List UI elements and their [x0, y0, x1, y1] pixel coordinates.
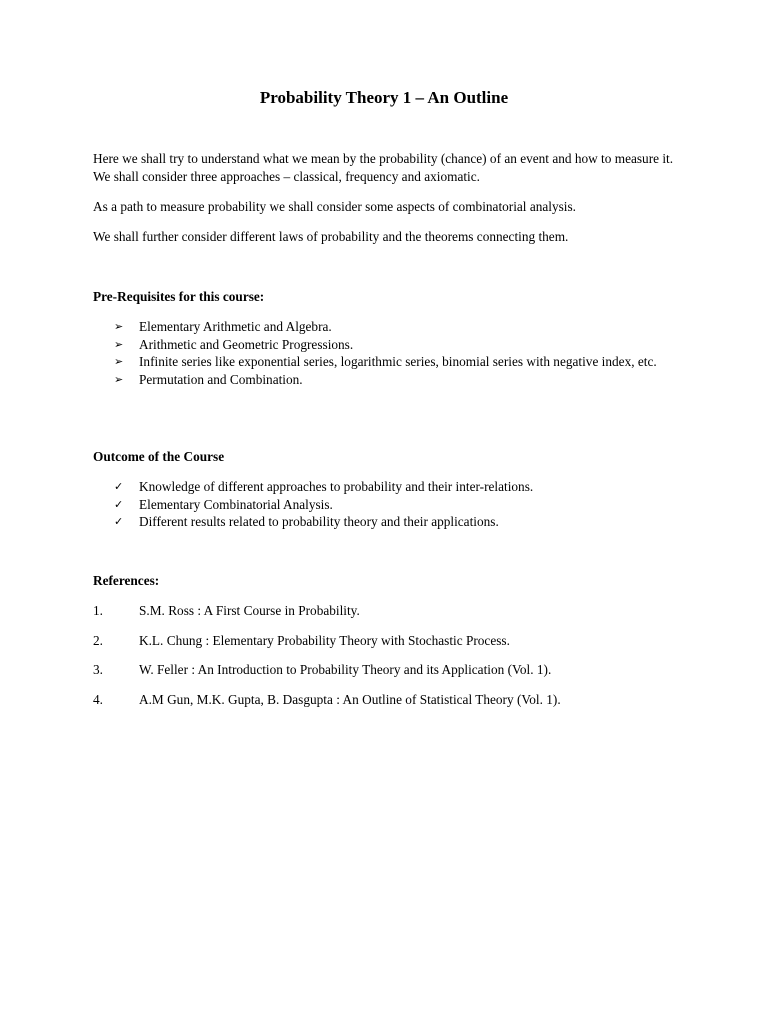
list-item [93, 513, 693, 531]
reference-number: 1. [93, 603, 103, 618]
arrowhead-bullet-icon: ➢ [114, 355, 124, 369]
intro-paragraph: We shall further consider different laws of probability and the theorems connecting them. [93, 229, 569, 244]
reference-text: K.L. Chung : Elementary Probability Theory with Stochastic Process. [139, 632, 510, 648]
list-item [93, 371, 693, 389]
list-item-text: Different results related to probability theory and their applications. [139, 514, 499, 530]
reference-item [93, 661, 693, 691]
reference-item [93, 691, 693, 721]
references-list [93, 602, 693, 720]
intro-paragraph: Here we shall try to understand what we mean by the probability (chance) of an event and how to measure it. We shall consider three approaches – classical, frequency and axiomatic. [93, 151, 674, 184]
reference-number: 4. [93, 691, 103, 707]
intro-paragraph: As a path to measure probability we shall consider some aspects of combinatorial analysis. [93, 199, 576, 214]
reference-text: S.M. Ross : A First Course in Probability. [139, 603, 360, 618]
list-item [93, 336, 693, 354]
list-item-text: Knowledge of different approaches to probability and their inter-relations. [139, 479, 534, 494]
prerequisites-heading: Pre-Requisites for this course: [93, 289, 265, 304]
list-item [93, 478, 693, 496]
references-heading: References: [93, 573, 160, 588]
list-item-text: Elementary Combinatorial Analysis. [139, 496, 333, 512]
list-item-text: Permutation and Combination. [139, 371, 303, 387]
arrowhead-bullet-icon: ➢ [114, 372, 124, 386]
reference-text: W. Feller : An Introduction to Probability Theory and its Application (Vol. 1). [139, 662, 552, 677]
arrowhead-bullet-icon: ➢ [114, 337, 124, 351]
list-item [93, 496, 693, 514]
reference-text: A.M Gun, M.K. Gupta, B. Dasgupta : An Outline of Statistical Theory (Vol. 1). [139, 691, 561, 707]
list-item-text: Elementary Arithmetic and Algebra. [139, 319, 332, 334]
list-item [93, 318, 693, 336]
checkmark-bullet-icon: ✓ [114, 497, 124, 511]
list-item-text: Arithmetic and Geometric Progressions. [139, 336, 354, 352]
outcome-list [93, 478, 693, 531]
prerequisites-list [93, 318, 693, 388]
reference-item [93, 602, 693, 632]
reference-item [93, 632, 693, 662]
arrowhead-bullet-icon: ➢ [114, 320, 124, 333]
list-item [93, 353, 693, 371]
list-item-text: Infinite series like exponential series, logarithmic series, binomial series with negative index, etc. [139, 354, 657, 370]
checkmark-bullet-icon: ✓ [114, 515, 124, 529]
reference-number: 2. [93, 632, 103, 648]
checkmark-bullet-icon: ✓ [114, 480, 124, 493]
outcome-heading: Outcome of the Course [93, 449, 225, 464]
document-title: Probability Theory 1 – An Outline [259, 88, 509, 107]
reference-number: 3. [93, 662, 103, 677]
